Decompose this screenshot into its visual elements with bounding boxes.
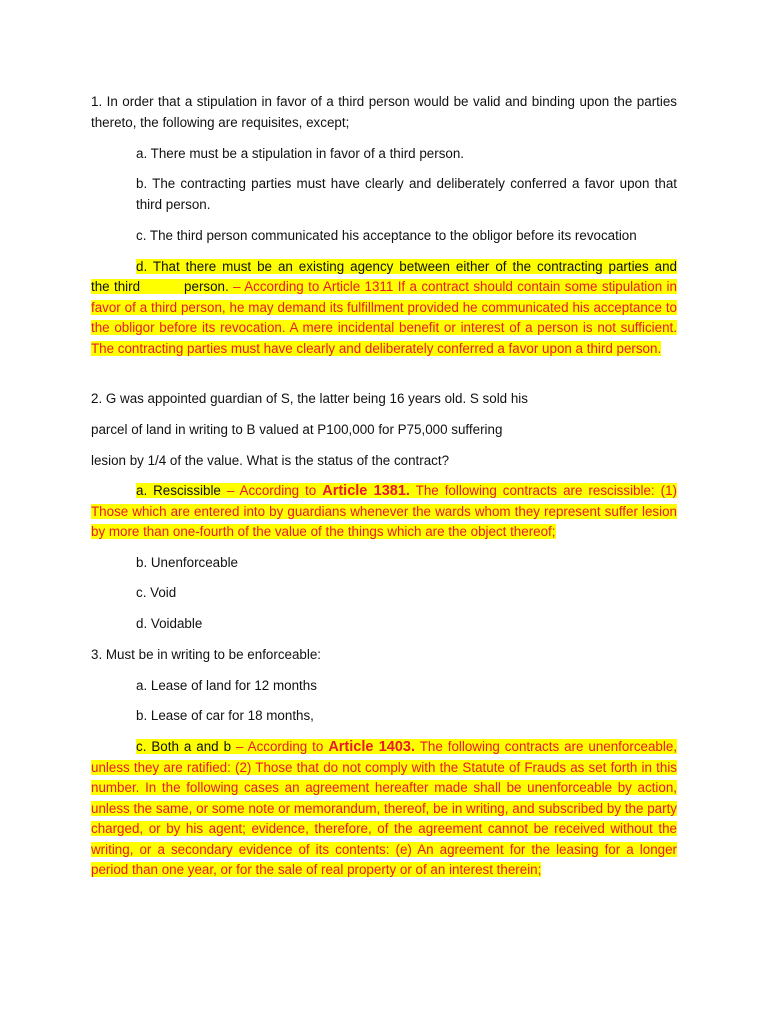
q1-option-c: c. The third person communicated his acceptance to the obligor before its revocation xyxy=(136,228,637,243)
q1-option-d-continuation xyxy=(91,279,677,356)
q1-question: 1. In order that a stipulation in favor of a third person would be valid and binding upon the parties thereto, the following are requisites, except; xyxy=(91,94,677,130)
q1-option-d-answer xyxy=(91,277,677,359)
q1-d-person: person. xyxy=(184,279,229,294)
q3-question: 3. Must be in writing to be enforceable: xyxy=(91,647,322,662)
q1-explanation: – According to Article 1311 If a contract should contain some stipulation in favor of a third person, he may demand its fulfillment provided he communicated his acceptance to the obligor before its revocation. A mere incidental benefit or interest of a person is not sufficient. The contracting parties must have clearly and deliberately conferred a favor upon a third person. xyxy=(91,279,677,356)
q2-option-d: d. Voidable xyxy=(136,616,203,631)
q3-option-c-highlight xyxy=(91,739,677,877)
q2-option-b: b. Unenforceable xyxy=(136,555,238,570)
q1-option-d-line1 xyxy=(136,257,677,278)
q3-option-b: b. Lease of car for 18 months, xyxy=(136,708,314,723)
q1-option-b: b. The contracting parties must have clearly and deliberately conferred a favor upon that third person. xyxy=(136,176,677,212)
q2-article-ref: Article 1381. xyxy=(322,483,410,499)
q3-explanation: The following contracts are unenforceable, unless they are ratified: (2) Those that do not comply with the Statute of Frauds as set forth in this number. In the following cases an agreement hereafter made shall be unenforceable by action, unless the same, or some note or memorandum, thereof, be in writing, and subscribed by the party charged, or by his agent; evidence, therefore, of the agreement cannot be received without the writing, or a secondary evidence of its contents: (e) An agreement for the leasing for a longer period than one year, or for the sale of real property or of an interest therein; xyxy=(91,739,677,877)
q3-option-c-answer xyxy=(91,737,677,881)
q2-explanation-prefix: – According to xyxy=(226,483,317,498)
q3-article-ref: Article 1403. xyxy=(328,739,415,755)
q1-d-the-third: the third xyxy=(91,279,141,294)
q2-option-a-answer xyxy=(91,481,677,543)
q2-explanation: The following contracts are rescissible: (1) Those which are entered into by guardians whenever the wards whom they represent suffer lesion by more than one-fourth of the value of the things which are the object thereof; xyxy=(91,483,677,539)
q2-option-c: c. Void xyxy=(136,585,177,600)
q3-option-a: a. Lease of land for 12 months xyxy=(136,678,317,693)
q2-question-line3: lesion by 1/4 of the value. What is the status of the contract? xyxy=(91,453,450,468)
q3-option-c-label: c. Both a and b xyxy=(136,739,232,754)
q2-option-a-highlight xyxy=(91,483,677,539)
q2-question-line1: 2. G was appointed guardian of S, the latter being 16 years old. S sold his xyxy=(91,391,528,406)
q1-option-a: a. There must be a stipulation in favor of a third person. xyxy=(136,146,465,161)
q2-option-a-label: a. Rescissible xyxy=(136,483,221,498)
q3-explanation-prefix: – According to xyxy=(236,739,324,754)
q2-question-line2: parcel of land in writing to B valued at P100,000 for P75,000 suffering xyxy=(91,422,503,437)
q1-option-d-text: d. That there must be an existing agency between either of the contracting parties and xyxy=(136,259,677,274)
